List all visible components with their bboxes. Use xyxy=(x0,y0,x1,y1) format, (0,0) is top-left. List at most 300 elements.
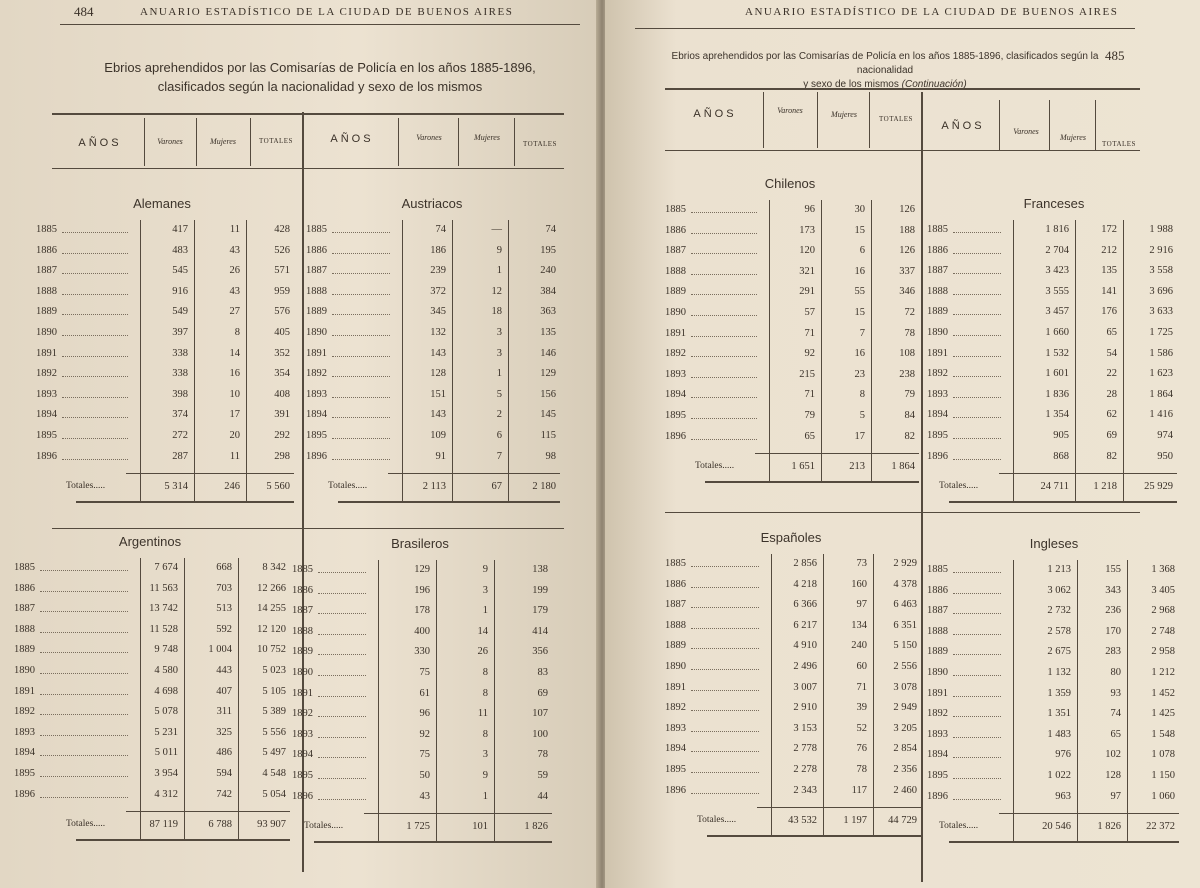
column-rule xyxy=(771,554,772,835)
table-row xyxy=(292,583,548,604)
leader-dots xyxy=(953,244,1001,254)
year-cell: 1893 xyxy=(665,368,686,380)
totals-mujeres: 101 xyxy=(472,821,488,833)
year-cell: 1894 xyxy=(927,749,948,761)
totals-mujeres: 6 788 xyxy=(208,819,232,831)
varones-cell: 287 xyxy=(172,450,188,462)
leader-dots xyxy=(40,788,128,798)
right-page xyxy=(605,0,1200,888)
varones-cell: 4 698 xyxy=(154,685,178,697)
totales-cell: 108 xyxy=(899,348,915,360)
leader-dots xyxy=(40,623,128,633)
table-row xyxy=(36,284,288,305)
leader-dots xyxy=(691,701,759,711)
mujeres-cell: 52 xyxy=(856,722,867,734)
totales-cell: 5 556 xyxy=(262,726,286,738)
varones-cell: 143 xyxy=(430,409,446,421)
table-row xyxy=(292,603,548,624)
year-cell: 1889 xyxy=(665,640,686,652)
varones-cell: 6 217 xyxy=(793,619,817,631)
table-row xyxy=(665,305,915,326)
totales-cell: 2 968 xyxy=(1151,605,1175,617)
column-rule xyxy=(140,220,141,501)
mujeres-cell: 176 xyxy=(1101,306,1117,318)
mujeres-cell: 17 xyxy=(229,409,240,421)
leader-dots xyxy=(62,408,128,418)
totales-cell: 5 023 xyxy=(262,664,286,676)
year-cell: 1895 xyxy=(927,429,948,441)
totales-cell: 14 255 xyxy=(257,603,286,615)
leader-dots xyxy=(318,584,366,594)
totales-cell: 3 205 xyxy=(893,722,917,734)
totales-cell: 974 xyxy=(1157,429,1173,441)
table-row xyxy=(292,624,548,645)
mujeres-cell: 3 xyxy=(496,347,502,359)
mujeres-cell: 212 xyxy=(1101,244,1117,256)
table-row xyxy=(927,727,1181,748)
leader-dots xyxy=(318,625,366,635)
table-row xyxy=(665,429,915,450)
totales-cell: 428 xyxy=(274,224,290,235)
mujeres-cell: 3 xyxy=(496,326,502,338)
varones-cell: 4 910 xyxy=(793,640,817,652)
totales-cell: 12 120 xyxy=(257,623,286,635)
year-cell: 1890 xyxy=(292,666,313,678)
totales-cell: 391 xyxy=(274,409,290,421)
leader-dots xyxy=(332,347,390,357)
leader-dots xyxy=(691,763,759,773)
table-row xyxy=(14,663,286,684)
year-cell: 1886 xyxy=(14,582,35,594)
varones-cell: 75 xyxy=(419,666,430,678)
varones-cell: 178 xyxy=(414,605,430,617)
table-row xyxy=(306,387,558,408)
column-rule xyxy=(246,220,247,501)
totales-cell: 2 854 xyxy=(893,743,917,755)
right-header-divider xyxy=(817,92,818,148)
varones-cell: 13 742 xyxy=(149,603,178,615)
leader-dots xyxy=(953,429,1001,439)
mujeres-cell: 12 xyxy=(491,285,502,297)
leader-dots xyxy=(953,748,1001,758)
varones-cell: 1 532 xyxy=(1045,347,1069,359)
year-cell: 1896 xyxy=(665,430,686,442)
leader-dots xyxy=(332,244,390,254)
mujeres-cell: 311 xyxy=(216,706,232,718)
mujeres-cell: 135 xyxy=(1101,265,1117,277)
varones-cell: 92 xyxy=(804,348,815,360)
totales-cell: 346 xyxy=(899,286,915,298)
year-cell: 1886 xyxy=(306,244,327,256)
mujeres-cell: 30 xyxy=(854,204,865,215)
left-header-mujeres-1: Mujeres xyxy=(210,137,236,146)
table-block xyxy=(36,196,288,516)
table-row xyxy=(306,243,558,264)
totales-cell: 292 xyxy=(274,429,290,441)
table-row xyxy=(36,304,288,325)
leader-dots xyxy=(953,326,1001,336)
totals-varones: 24 711 xyxy=(1040,481,1069,493)
year-cell: 1896 xyxy=(927,450,948,462)
right-title-line1: Ebrios aprehendidos por las Comisarías de Policía en los años 1885-1896, clasificados según la nacionalidad xyxy=(671,51,1099,76)
mujeres-cell: 8 xyxy=(482,666,488,678)
right-title-line2-text: y sexo de los mismos xyxy=(803,79,899,90)
right-header-varones-2: Varones xyxy=(1013,127,1039,136)
column-rule xyxy=(452,220,453,501)
mujeres-cell: 17 xyxy=(854,430,865,442)
totales-cell: 8 342 xyxy=(262,562,286,573)
totales-cell: 405 xyxy=(274,326,290,338)
varones-cell: 868 xyxy=(1053,450,1069,462)
year-cell: 1892 xyxy=(665,348,686,360)
year-cell: 1887 xyxy=(14,603,35,615)
table-row xyxy=(665,700,917,721)
varones-cell: 79 xyxy=(804,409,815,421)
totales-cell: 1 586 xyxy=(1149,347,1173,359)
mujeres-cell: 7 xyxy=(859,327,865,339)
leader-dots xyxy=(62,223,128,233)
totales-cell: 950 xyxy=(1157,450,1173,462)
year-cell: 1896 xyxy=(665,784,686,796)
totales-cell: 3 078 xyxy=(893,681,917,693)
year-cell: 1885 xyxy=(665,204,686,215)
year-cell: 1892 xyxy=(292,708,313,720)
totales-cell: 1 150 xyxy=(1151,769,1175,781)
totales-cell: 3 696 xyxy=(1149,285,1173,297)
left-header-divider xyxy=(398,118,399,166)
leader-dots xyxy=(332,305,390,315)
left-header-varones-1: Varones xyxy=(157,137,183,146)
mujeres-cell: 102 xyxy=(1105,749,1121,761)
table-row xyxy=(14,766,286,787)
table-block xyxy=(927,196,1181,502)
varones-cell: 132 xyxy=(430,326,446,338)
year-cell: 1896 xyxy=(14,788,35,800)
totals-totales: 22 372 xyxy=(1146,821,1175,833)
totales-cell: 82 xyxy=(904,430,915,442)
table-row xyxy=(927,706,1181,727)
left-page-number: 484 xyxy=(74,4,94,19)
leader-dots xyxy=(691,619,759,629)
totales-cell: 4 378 xyxy=(893,578,917,590)
left-header-divider xyxy=(458,118,459,166)
left-header-divider xyxy=(514,118,515,166)
leader-dots xyxy=(318,728,366,738)
mujeres-cell: 14 xyxy=(229,347,240,359)
totals-rule xyxy=(126,473,294,474)
totales-cell: 959 xyxy=(274,285,290,297)
totals-bottom-rule xyxy=(338,501,560,503)
varones-cell: 1 359 xyxy=(1047,687,1071,699)
data-rows xyxy=(292,562,548,809)
left-title-line1: Ebrios aprehendidos por las Comisarías de Policía en los años 1885-1896, xyxy=(104,60,536,75)
year-cell: 1885 xyxy=(292,564,313,575)
totales-cell: 354 xyxy=(274,368,290,380)
table-row xyxy=(665,202,915,223)
totales-cell: 145 xyxy=(540,409,556,421)
totales-cell: 1 078 xyxy=(1151,749,1175,761)
table-row xyxy=(36,449,288,470)
totales-cell: 146 xyxy=(540,347,556,359)
totals-varones: 1 725 xyxy=(406,821,430,833)
totales-cell: 5 497 xyxy=(262,747,286,759)
varones-cell: 2 675 xyxy=(1047,646,1071,658)
varones-cell: 398 xyxy=(172,388,188,400)
mujeres-cell: 11 xyxy=(229,224,240,235)
totals-mujeres: 1 218 xyxy=(1093,481,1117,493)
mujeres-cell: 10 xyxy=(229,388,240,400)
totals-varones: 5 314 xyxy=(164,481,188,493)
totales-cell: 238 xyxy=(899,368,915,380)
totales-cell: 1 212 xyxy=(1151,666,1175,678)
varones-cell: 2 704 xyxy=(1045,244,1069,256)
totales-cell: 2 949 xyxy=(893,702,917,714)
totales-cell: 195 xyxy=(540,244,556,256)
year-cell: 1896 xyxy=(306,450,327,462)
table-row xyxy=(665,326,915,347)
year-cell: 1893 xyxy=(927,728,948,740)
table-row xyxy=(14,642,286,663)
table-row xyxy=(927,243,1181,264)
year-cell: 1887 xyxy=(927,265,948,277)
varones-cell: 374 xyxy=(172,409,188,421)
table-row xyxy=(665,387,915,408)
totales-cell: 1 416 xyxy=(1149,409,1173,421)
table-row xyxy=(927,366,1181,387)
varones-cell: 50 xyxy=(419,769,430,781)
left-mid-rule xyxy=(52,528,564,529)
totales-cell: 2 929 xyxy=(893,558,917,569)
totales-cell: 156 xyxy=(540,388,556,400)
leader-dots xyxy=(691,557,759,567)
leader-dots xyxy=(953,769,1001,779)
table-row xyxy=(927,387,1181,408)
year-cell: 1885 xyxy=(306,224,327,235)
varones-cell: 75 xyxy=(419,749,430,761)
table-row xyxy=(14,745,286,766)
year-cell: 1894 xyxy=(306,409,327,421)
year-cell: 1890 xyxy=(14,664,35,676)
mujeres-cell: 71 xyxy=(856,681,867,693)
column-rule xyxy=(823,554,824,835)
leader-dots xyxy=(953,584,1001,594)
year-cell: 1890 xyxy=(36,326,57,338)
leader-dots xyxy=(691,660,759,670)
leader-dots xyxy=(332,429,390,439)
varones-cell: 129 xyxy=(414,564,430,575)
totales-cell: 1 864 xyxy=(1149,388,1173,400)
leader-dots xyxy=(691,598,759,608)
leader-dots xyxy=(691,430,757,440)
totals-bottom-rule xyxy=(76,839,290,841)
left-header-anos-2: AÑOS xyxy=(330,133,374,145)
leader-dots xyxy=(691,742,759,752)
table-row xyxy=(927,222,1181,243)
year-cell: 1891 xyxy=(665,681,686,693)
year-cell: 1892 xyxy=(306,368,327,380)
varones-cell: 151 xyxy=(430,388,446,400)
varones-cell: 143 xyxy=(430,347,446,359)
totales-cell: 138 xyxy=(532,564,548,575)
year-cell: 1895 xyxy=(927,769,948,781)
totals-label: Totales..... xyxy=(66,819,106,830)
leader-dots xyxy=(691,784,759,794)
varones-cell: 215 xyxy=(799,368,815,380)
totals-rule xyxy=(388,473,560,474)
table-row xyxy=(665,762,917,783)
mujeres-cell: 1 004 xyxy=(208,644,232,656)
varones-cell: 2 778 xyxy=(793,743,817,755)
mujeres-cell: 93 xyxy=(1110,687,1121,699)
totals-label: Totales..... xyxy=(328,481,368,492)
year-cell: 1894 xyxy=(927,409,948,421)
leader-dots xyxy=(691,722,759,732)
totals-rule xyxy=(999,473,1177,474)
table-row xyxy=(306,284,558,305)
mujeres-cell: 8 xyxy=(234,326,240,338)
mujeres-cell: 16 xyxy=(229,368,240,380)
leader-dots xyxy=(953,388,1001,398)
data-rows xyxy=(927,562,1181,809)
table-row xyxy=(306,346,558,367)
table-row xyxy=(36,243,288,264)
mujeres-cell: 43 xyxy=(229,244,240,256)
leader-dots xyxy=(318,769,366,779)
table-row xyxy=(665,721,917,742)
varones-cell: 71 xyxy=(804,389,815,401)
varones-cell: 3 007 xyxy=(793,681,817,693)
varones-cell: 1 836 xyxy=(1045,388,1069,400)
year-cell: 1893 xyxy=(14,726,35,738)
totals-totales: 93 907 xyxy=(257,819,286,831)
nation-heading: Franceses xyxy=(1023,196,1085,211)
totales-cell: 5 054 xyxy=(262,788,286,800)
totals-bottom-rule xyxy=(707,835,921,837)
table-row xyxy=(292,706,548,727)
year-cell: 1891 xyxy=(292,687,313,699)
year-cell: 1887 xyxy=(927,605,948,617)
mujeres-cell: 513 xyxy=(216,603,232,615)
totales-cell: 356 xyxy=(532,646,548,658)
table-row xyxy=(927,789,1181,810)
mujeres-cell: 3 xyxy=(482,584,488,596)
year-cell: 1891 xyxy=(14,685,35,697)
mujeres-cell: 6 xyxy=(859,245,865,257)
year-cell: 1886 xyxy=(292,584,313,596)
year-cell: 1886 xyxy=(927,584,948,596)
data-rows xyxy=(36,222,288,469)
leader-dots xyxy=(332,285,390,295)
table-block xyxy=(665,530,917,870)
mujeres-cell: 28 xyxy=(1106,388,1117,400)
totales-cell: 5 105 xyxy=(262,685,286,697)
year-cell: 1889 xyxy=(36,306,57,318)
totals-mujeres: 246 xyxy=(224,481,240,493)
table-row xyxy=(292,747,548,768)
mujeres-cell: 155 xyxy=(1105,564,1121,575)
totales-cell: 240 xyxy=(540,265,556,277)
year-cell: 1894 xyxy=(36,409,57,421)
totales-cell: 135 xyxy=(540,326,556,338)
table-block xyxy=(665,176,915,498)
mujeres-cell: 407 xyxy=(216,685,232,697)
totals-rule xyxy=(126,811,290,812)
mujeres-cell: 240 xyxy=(851,640,867,652)
right-title xyxy=(665,50,1105,92)
column-rule xyxy=(238,558,239,839)
mujeres-cell: 97 xyxy=(1110,790,1121,802)
mujeres-cell: 39 xyxy=(856,702,867,714)
varones-cell: 1 601 xyxy=(1045,368,1069,380)
mujeres-cell: 23 xyxy=(854,368,865,380)
year-cell: 1885 xyxy=(36,224,57,235)
table-row xyxy=(306,304,558,325)
totals-label: Totales..... xyxy=(697,815,737,826)
table-row xyxy=(927,603,1181,624)
varones-cell: 7 674 xyxy=(154,562,178,573)
year-cell: 1888 xyxy=(14,623,35,635)
mujeres-cell: 3 xyxy=(482,749,488,761)
leader-dots xyxy=(691,327,757,337)
totales-cell: 100 xyxy=(532,728,548,740)
leader-dots xyxy=(40,643,128,653)
leader-dots xyxy=(318,687,366,697)
totals-varones: 43 532 xyxy=(788,815,817,827)
table-row xyxy=(292,727,548,748)
table-row xyxy=(927,449,1181,470)
varones-cell: 2 343 xyxy=(793,784,817,796)
column-rule xyxy=(1013,220,1014,501)
year-cell: 1886 xyxy=(665,224,686,236)
column-rule xyxy=(508,220,509,501)
mujeres-cell: 80 xyxy=(1110,666,1121,678)
column-rule xyxy=(1075,220,1076,501)
table-row xyxy=(927,665,1181,686)
varones-cell: 9 748 xyxy=(154,644,178,656)
left-header-bottom-rule xyxy=(52,168,564,169)
table-row xyxy=(665,223,915,244)
mujeres-cell: 55 xyxy=(854,286,865,298)
varones-cell: 91 xyxy=(435,450,446,462)
mujeres-cell: 73 xyxy=(856,558,867,569)
leader-dots xyxy=(40,767,128,777)
mujeres-cell: 8 xyxy=(482,728,488,740)
year-cell: 1887 xyxy=(292,605,313,617)
totales-cell: 188 xyxy=(899,224,915,236)
varones-cell: 545 xyxy=(172,265,188,277)
mujeres-cell: 8 xyxy=(859,389,865,401)
mujeres-cell: 11 xyxy=(477,708,488,720)
varones-cell: 400 xyxy=(414,625,430,637)
varones-cell: 11 528 xyxy=(149,623,178,635)
mujeres-cell: 60 xyxy=(856,660,867,672)
left-head-rule xyxy=(60,24,580,25)
totals-bottom-rule xyxy=(76,501,294,503)
year-cell: 1891 xyxy=(665,327,686,339)
varones-cell: 272 xyxy=(172,429,188,441)
left-header-mujeres-2: Mujeres xyxy=(474,133,500,142)
table-row xyxy=(14,622,286,643)
leader-dots xyxy=(691,347,757,357)
totales-cell: 44 xyxy=(537,790,548,802)
year-cell: 1889 xyxy=(927,646,948,658)
varones-cell: 3 153 xyxy=(793,722,817,734)
leader-dots xyxy=(62,326,128,336)
table-row xyxy=(665,783,917,804)
year-cell: 1888 xyxy=(292,625,313,637)
year-cell: 1891 xyxy=(306,347,327,359)
year-cell: 1894 xyxy=(14,747,35,759)
